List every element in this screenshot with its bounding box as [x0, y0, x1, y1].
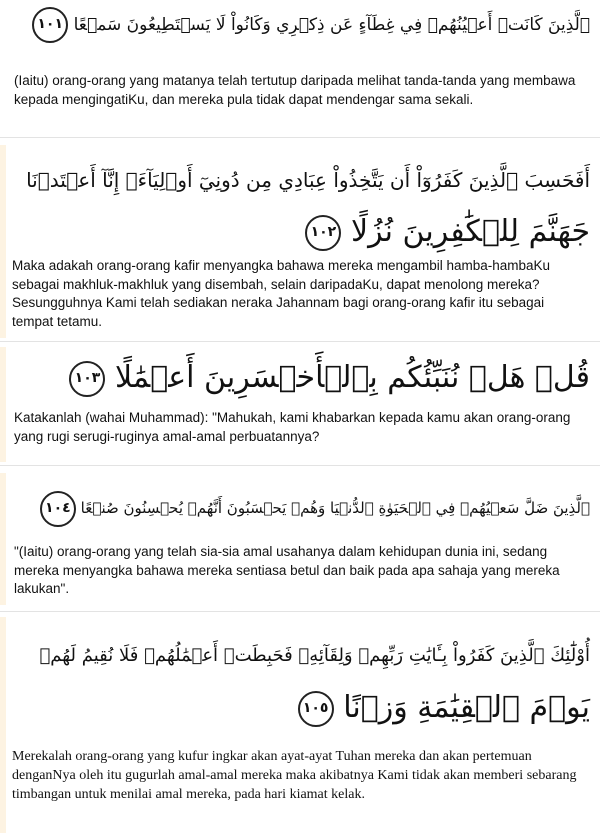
verse-102-number-marker: ١٠٢	[305, 215, 341, 251]
verse-104-number-marker: ١٠٤	[40, 491, 76, 527]
verse-104-arabic	[10, 487, 590, 529]
verse-102-translation: Maka adakah orang-orang kafir menyangka bahawa mereka mengambil hamba-hambaKu sebagai makhluk-makhluk yang disembah, selain daripadaKu, dapat menolong mereka? Sesungguhnya Kami telah sediakan neraka Jahannam bagi orang-orang kafir itu sebagai tempat tetamu.	[12, 258, 551, 329]
verse-103-translation: Katakanlah (wahai Muhammad): "Mahukah, kami khabarkan kepada kamu akan orang-orang yang rugi serugi-ruginya amal-amal perbuatannya?	[14, 410, 571, 444]
verse-105-number-marker: ١٠٥	[298, 691, 334, 727]
verse-102-arabic-line-2-wrap	[10, 211, 590, 253]
verse-103-arabic	[10, 357, 590, 399]
verse-105	[0, 617, 600, 833]
verse-104	[0, 473, 600, 605]
separator	[0, 341, 600, 342]
verse-104-arabic-line-1: ٱلَّذِينَ ضَلَّ سَعۡيُهُمۡ فِي ٱلۡحَيَوٰةِ ٱلدُّنۡيَا وَهُمۡ يَحۡسَبُونَ أَنَّهُمۡ يُحۡسِنُونَ صُنۡعًا	[80, 499, 590, 517]
verse-105-arabic-line-1: أُوْلَٰٓئِكَ ٱلَّذِينَ كَفَرُواْ بِـَٔايَٰتِ رَبِّهِمۡ وَلِقَآئِهِۦ فَحَبِطَتۡ أَعۡمَٰلُهُمۡ فَلَا نُقِيمُ لَهُمۡ	[39, 645, 590, 666]
verse-105-arabic-line-2-wrap	[10, 687, 590, 729]
verse-101-arabic	[10, 4, 590, 46]
verse-101	[0, 0, 600, 136]
separator	[0, 611, 600, 612]
verse-101-translation: (Iaitu) orang-orang yang matanya telah tertutup daripada melihat tanda-tanda yang membawa kepada mengingatiKu, dan mereka pula tidak dapat mendengar sama sekali.	[14, 73, 576, 107]
verse-102	[0, 145, 600, 338]
verse-103-arabic-line-1: قُلۡ هَلۡ نُنَبِّئُكُم بِٱلۡأَخۡسَرِينَ أَعۡمَٰلًا	[115, 360, 590, 395]
separator	[0, 465, 600, 466]
verse-102-arabic-line-2: جَهَنَّمَ لِلۡكَٰفِرِينَ نُزُلًا	[350, 214, 590, 249]
verse-101-number-marker: ١٠١	[32, 7, 68, 43]
verse-102-arabic-line-1: أَفَحَسِبَ ٱلَّذِينَ كَفَرُوٓاْ أَن يَتَّخِذُواْ عِبَادِي مِن دُونِيٓ أَوۡلِيَآءَۚ إِنَّآ أَعۡتَدۡنَا	[26, 168, 590, 192]
verse-105-arabic-line-2: يَوۡمَ ٱلۡقِيَٰمَةِ وَزۡنًا	[343, 690, 590, 725]
verse-105-translation: Merekalah orang-orang yang kufur ingkar akan ayat-ayat Tuhan mereka dan akan pertemuan denganNya oleh itu gugurlah amal-amal mereka maka akibatnya Kami tidak akan memberi sebarang timbangan untuk menilai amal mereka, pada hari kiamat kelak.	[12, 749, 577, 802]
separator	[0, 137, 600, 138]
verse-103	[0, 347, 600, 462]
verse-101-arabic-line-1: ٱلَّذِينَ كَانَتۡ أَعۡيُنُهُمۡ فِي غِطَآءٍ عَن ذِكۡرِي وَكَانُواْ لَا يَسۡتَطِيعُونَ سَمۡعًا	[73, 15, 590, 35]
verse-103-number-marker: ١٠٣	[69, 361, 105, 397]
verse-104-translation: "(Iaitu) orang-orang yang telah sia-sia amal usahanya dalam kehidupan dunia ini, sedang mereka menyangka bahawa mereka sentiasa betul dan baik pada apa sahaja yang mereka lakukan".	[14, 544, 560, 596]
